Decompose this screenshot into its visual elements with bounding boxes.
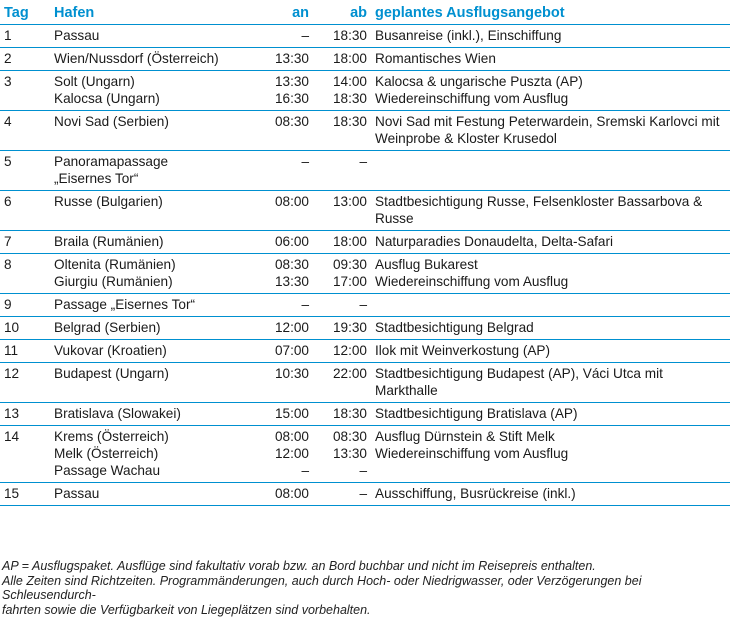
cell-ausflug-line: Romantisches Wien xyxy=(375,51,496,66)
cell-hafen xyxy=(50,294,262,317)
cell-hafen-line: Panoramapassage xyxy=(54,154,169,169)
cell-an xyxy=(262,317,309,340)
cell-ab-line: 18:30 xyxy=(332,406,367,421)
cell-hafen xyxy=(50,48,262,71)
cell-an xyxy=(262,231,309,254)
cell-ausflug xyxy=(367,317,730,340)
cell-hafen-line: Solt (Ungarn) xyxy=(54,74,135,89)
cell-an-line: 13:30 xyxy=(274,74,309,89)
cell-ab-line: 14:00 xyxy=(332,74,367,89)
cell-an-line: 08:00 xyxy=(274,486,309,501)
cell-ausflug xyxy=(367,111,730,151)
cell-tag: 9 xyxy=(0,294,50,317)
cell-tag: 12 xyxy=(0,363,50,403)
cell-tag: 10 xyxy=(0,317,50,340)
cell-ausflug-line: Stadtbesichtigung Russe, Felsenkloster Bassarbova & Russe xyxy=(375,194,703,226)
header-hafen: Hafen xyxy=(50,3,262,25)
cell-ab-line: 18:30 xyxy=(332,91,367,106)
cell-ausflug xyxy=(367,340,730,363)
cell-hafen-line: Passage „Eisernes Tor“ xyxy=(54,297,196,312)
cell-ab-line: 18:30 xyxy=(332,28,367,43)
cell-hafen-line: Russe (Bulgarien) xyxy=(54,194,163,209)
cell-hafen xyxy=(50,317,262,340)
cell-hafen-line: Bratislava (Slowakei) xyxy=(54,406,181,421)
footnotes xyxy=(2,559,728,617)
cell-ausflug-line: Busanreise (inkl.), Einschiffung xyxy=(375,28,562,43)
cell-hafen-line: Novi Sad (Serbien) xyxy=(54,114,169,129)
cell-ab xyxy=(309,483,367,506)
cell-an xyxy=(262,426,309,483)
cell-tag: 4 xyxy=(0,111,50,151)
cell-ab xyxy=(309,191,367,231)
cell-tag: 13 xyxy=(0,403,50,426)
cell-ab xyxy=(309,403,367,426)
cell-ab xyxy=(309,340,367,363)
cell-an xyxy=(262,294,309,317)
cell-an-line: 10:30 xyxy=(274,366,309,381)
cell-hafen-line: Budapest (Ungarn) xyxy=(54,366,169,381)
cell-ausflug-line: Wiedereinschiffung vom Ausflug xyxy=(375,446,569,461)
cell-ausflug xyxy=(367,483,730,506)
cell-an-line: – xyxy=(301,154,309,169)
cell-ausflug xyxy=(367,191,730,231)
cell-hafen-line: „Eisernes Tor“ xyxy=(54,171,139,186)
cell-ab xyxy=(309,363,367,403)
cell-ab-line: 22:00 xyxy=(332,366,367,381)
cell-ab-line: 13:00 xyxy=(332,194,367,209)
cell-ausflug-line: Stadtbesichtigung Bratislava (AP) xyxy=(375,406,578,421)
header-an: an xyxy=(262,3,309,25)
cell-an-line: – xyxy=(301,28,309,43)
cell-tag: 5 xyxy=(0,151,50,191)
cell-hafen-line: Kalocsa (Ungarn) xyxy=(54,91,160,106)
cell-an-line: 08:00 xyxy=(274,429,309,444)
cell-ausflug xyxy=(367,254,730,294)
cell-an xyxy=(262,111,309,151)
cell-hafen xyxy=(50,340,262,363)
cell-ausflug xyxy=(367,231,730,254)
cell-an-line: 16:30 xyxy=(274,91,309,106)
cell-tag: 11 xyxy=(0,340,50,363)
cell-hafen-line: Melk (Österreich) xyxy=(54,446,159,461)
table-row xyxy=(0,426,730,483)
footnote-ap: AP = Ausflugspaket. Ausflüge sind fakultativ vorab bzw. an Bord buchbar und nicht im Reisepreis enthalten. xyxy=(2,559,596,573)
cell-ausflug xyxy=(367,25,730,48)
itinerary-table-container xyxy=(0,3,730,506)
header-row xyxy=(0,3,730,25)
cell-ausflug-line: Wiedereinschiffung vom Ausflug xyxy=(375,274,569,289)
cell-ausflug-line: Ausschiffung, Busrückreise (inkl.) xyxy=(375,486,576,501)
table-row xyxy=(0,363,730,403)
cell-an xyxy=(262,48,309,71)
cell-ausflug-line: Novi Sad mit Festung Peterwardein, Sremski Karlovci mit Weinprobe & Kloster Krusedol xyxy=(375,114,720,146)
cell-an xyxy=(262,363,309,403)
cell-hafen-line: Passau xyxy=(54,28,100,43)
cell-ab-line: – xyxy=(359,463,367,478)
table-row xyxy=(0,25,730,48)
cell-ab-line: – xyxy=(359,154,367,169)
table-row xyxy=(0,231,730,254)
header-ab: ab xyxy=(309,3,367,25)
cell-ab xyxy=(309,25,367,48)
cell-hafen-line: Passau xyxy=(54,486,100,501)
table-row xyxy=(0,317,730,340)
cell-ab xyxy=(309,294,367,317)
cell-ausflug-line: Naturparadies Donaudelta, Delta-Safari xyxy=(375,234,614,249)
cell-an-line: 13:30 xyxy=(274,274,309,289)
cell-an xyxy=(262,151,309,191)
cell-ab xyxy=(309,426,367,483)
cell-ab-line: 19:30 xyxy=(332,320,367,335)
cell-an xyxy=(262,340,309,363)
cell-ausflug xyxy=(367,151,730,191)
cell-ab-line: 18:00 xyxy=(332,51,367,66)
footnote-times-line1: Alle Zeiten sind Richtzeiten. Programmänderungen, auch durch Hoch- oder Niedrigwasser, oder Verzögerungen bei Schleusendurch- xyxy=(2,573,642,602)
table-row xyxy=(0,48,730,71)
cell-tag: 7 xyxy=(0,231,50,254)
cell-an-line: 12:00 xyxy=(274,446,309,461)
cell-tag: 8 xyxy=(0,254,50,294)
cell-hafen xyxy=(50,151,262,191)
cell-an xyxy=(262,254,309,294)
cell-tag: 3 xyxy=(0,71,50,111)
cell-an-line: 07:00 xyxy=(274,343,309,358)
cell-ab-line: 08:30 xyxy=(332,429,367,444)
table-row xyxy=(0,71,730,111)
cell-ab xyxy=(309,231,367,254)
cell-ab xyxy=(309,254,367,294)
cell-ab-line: – xyxy=(359,486,367,501)
cell-ausflug-line: Stadtbesichtigung Budapest (AP), Váci Utca mit Markthalle xyxy=(375,366,663,398)
cell-ausflug-line: Stadtbesichtigung Belgrad xyxy=(375,320,534,335)
cell-hafen xyxy=(50,71,262,111)
cell-hafen xyxy=(50,403,262,426)
cell-an-line: 08:30 xyxy=(274,114,309,129)
table-row xyxy=(0,191,730,231)
table-row xyxy=(0,340,730,363)
cell-tag: 6 xyxy=(0,191,50,231)
cell-ausflug-line: Wiedereinschiffung vom Ausflug xyxy=(375,91,569,106)
cell-an xyxy=(262,403,309,426)
cell-an-line: 15:00 xyxy=(274,406,309,421)
cell-hafen xyxy=(50,254,262,294)
cell-hafen-line: Giurgiu (Rumänien) xyxy=(54,274,173,289)
cell-tag: 14 xyxy=(0,426,50,483)
cell-hafen-line: Wien/Nussdorf (Österreich) xyxy=(54,51,219,66)
cell-tag: 1 xyxy=(0,25,50,48)
cell-hafen xyxy=(50,111,262,151)
cell-hafen xyxy=(50,231,262,254)
cell-ab xyxy=(309,48,367,71)
cell-ausflug-line: Ausflug Dürnstein & Stift Melk xyxy=(375,429,555,444)
cell-an xyxy=(262,71,309,111)
cell-ausflug xyxy=(367,48,730,71)
itinerary-table xyxy=(0,3,730,506)
table-row xyxy=(0,254,730,294)
cell-ausflug xyxy=(367,363,730,403)
table-row xyxy=(0,111,730,151)
cell-ab-line: 12:00 xyxy=(332,343,367,358)
cell-hafen xyxy=(50,483,262,506)
cell-ab xyxy=(309,151,367,191)
cell-hafen-line: Oltenita (Rumänien) xyxy=(54,257,176,272)
header-ausflug: geplantes Ausflugsangebot xyxy=(367,3,730,25)
cell-hafen-line: Krems (Österreich) xyxy=(54,429,169,444)
cell-an xyxy=(262,25,309,48)
cell-ab-line: 09:30 xyxy=(332,257,367,272)
cell-ausflug-line: Ausflug Bukarest xyxy=(375,257,478,272)
cell-hafen-line: Braila (Rumänien) xyxy=(54,234,164,249)
cell-hafen xyxy=(50,191,262,231)
cell-hafen-line: Vukovar (Kroatien) xyxy=(54,343,167,358)
cell-tag: 15 xyxy=(0,483,50,506)
itinerary-rows xyxy=(0,25,730,506)
cell-ausflug-line: Ilok mit Weinverkostung (AP) xyxy=(375,343,551,358)
table-row xyxy=(0,483,730,506)
cell-ab-line: 18:00 xyxy=(332,234,367,249)
cell-ab-line: – xyxy=(359,297,367,312)
cell-an xyxy=(262,191,309,231)
footnote-times-line2: fahrten sowie die Verfügbarkeit von Liegeplätzen sind vorbehalten. xyxy=(2,602,371,617)
cell-ab-line: 18:30 xyxy=(332,114,367,129)
cell-ausflug-line: Kalocsa & ungarische Puszta (AP) xyxy=(375,74,583,89)
table-row xyxy=(0,151,730,191)
cell-tag: 2 xyxy=(0,48,50,71)
cell-an-line: 06:00 xyxy=(274,234,309,249)
cell-ab-line: 13:30 xyxy=(332,446,367,461)
cell-ausflug xyxy=(367,71,730,111)
cell-an-line: – xyxy=(301,297,309,312)
table-row xyxy=(0,403,730,426)
cell-ausflug xyxy=(367,426,730,483)
cell-an-line: 08:00 xyxy=(274,194,309,209)
cell-ausflug xyxy=(367,294,730,317)
cell-hafen xyxy=(50,363,262,403)
cell-ausflug xyxy=(367,403,730,426)
cell-ab-line: 17:00 xyxy=(332,274,367,289)
cell-ab xyxy=(309,317,367,340)
cell-an-line: 13:30 xyxy=(274,51,309,66)
cell-an-line: 08:30 xyxy=(274,257,309,272)
cell-an-line: – xyxy=(301,463,309,478)
cell-an xyxy=(262,483,309,506)
cell-hafen xyxy=(50,25,262,48)
cell-hafen xyxy=(50,426,262,483)
cell-hafen-line: Passage Wachau xyxy=(54,463,161,478)
cell-ab xyxy=(309,71,367,111)
header-tag: Tag xyxy=(0,3,50,25)
table-row xyxy=(0,294,730,317)
cell-hafen-line: Belgrad (Serbien) xyxy=(54,320,161,335)
cell-an-line: 12:00 xyxy=(274,320,309,335)
cell-ab xyxy=(309,111,367,151)
